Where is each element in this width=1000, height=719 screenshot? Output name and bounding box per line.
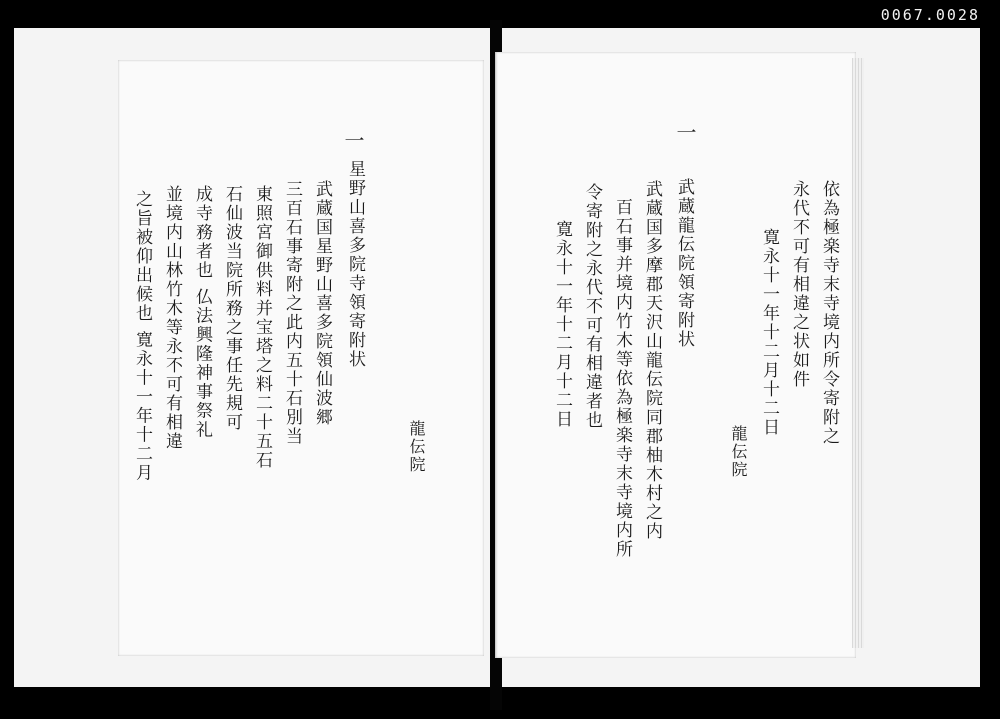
right-line-4: 百石事并境内竹木等依為極楽寺末寺境内所 bbox=[612, 198, 632, 559]
right-line-2: 永代不可有相違之状如件 bbox=[789, 180, 809, 389]
left-line-4: 石仙波当院所務之事任先規可 bbox=[222, 185, 242, 432]
right-date: 寛永十一年十二月十二日 bbox=[759, 228, 779, 437]
right-signature: 龍伝院 bbox=[729, 425, 748, 479]
frame-number: 0067.0028 bbox=[880, 6, 980, 24]
left-line-3: 東照宮御供料并宝塔之料二十五石 bbox=[252, 185, 272, 470]
left-line-7: 之旨被仰出候也 寛永十一年十二月 bbox=[132, 190, 152, 483]
page-edges bbox=[852, 58, 864, 648]
right-date-2: 寛永十一年十二月十二日 bbox=[552, 220, 572, 429]
right-item-marker: 一 bbox=[673, 122, 697, 144]
right-heading: 武蔵龍伝院領寄附状 bbox=[674, 178, 694, 349]
left-line-1: 武蔵国星野山喜多院領仙波郷 bbox=[312, 180, 332, 427]
left-line-2: 三百石事寄附之此内五十石別当 bbox=[282, 180, 302, 446]
left-item-marker: 一 bbox=[341, 130, 365, 152]
left-line-6: 並境内山林竹木等永不可有相違 bbox=[162, 185, 182, 451]
right-line-1: 依為極楽寺末寺境内所令寄附之 bbox=[819, 180, 839, 446]
left-line-5: 成寺務者也 仏法興隆神事祭礼 bbox=[192, 185, 212, 440]
left-signature: 龍伝院 bbox=[407, 420, 426, 474]
right-line-3: 武蔵国多摩郡天沢山龍伝院同郡柚木村之内 bbox=[642, 180, 662, 541]
right-line-5: 令寄附之永代不可有相違者也 bbox=[582, 183, 602, 430]
left-heading: 星野山喜多院寺領寄附状 bbox=[345, 160, 365, 369]
